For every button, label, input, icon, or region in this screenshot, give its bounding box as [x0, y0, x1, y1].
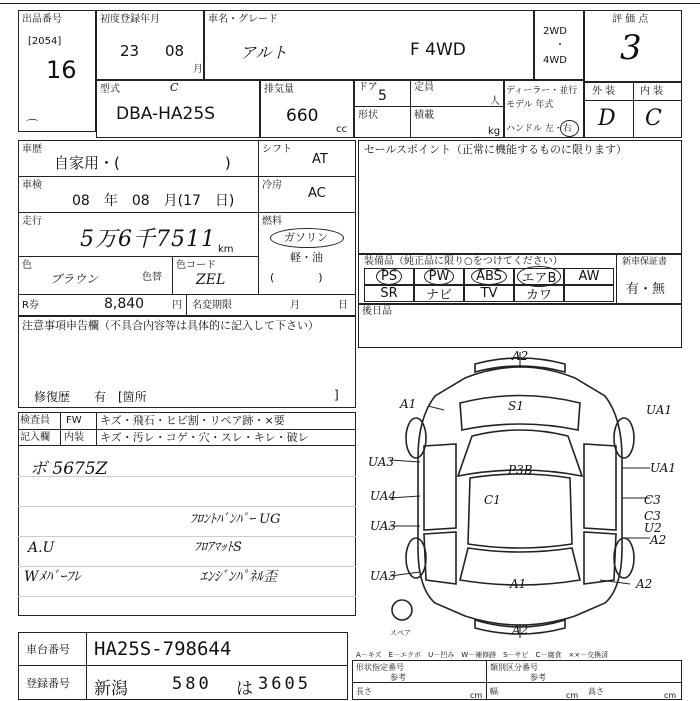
shape-ref-sub: 参考	[390, 673, 406, 682]
plate-label: 登録番号	[26, 677, 70, 690]
ref-vline	[486, 660, 487, 700]
score-label: 評 価 点	[612, 14, 649, 25]
ac-label: 冷房	[262, 180, 282, 191]
door-divider	[354, 106, 504, 107]
damage-mark: UA3	[368, 455, 395, 469]
height-label: 高さ	[588, 687, 604, 696]
model-year-label: モデル 年式	[506, 100, 554, 110]
history-label: 車歴	[22, 144, 42, 155]
equipment-item: ナビ	[414, 285, 464, 302]
color-vline	[172, 256, 173, 294]
fuel-label: 燃料	[262, 216, 282, 227]
cc-unit: cc	[336, 124, 347, 135]
history-line-5	[258, 212, 356, 213]
wheel-front-right	[614, 418, 634, 458]
history-line-1	[18, 176, 356, 177]
plate-number: 3605	[258, 674, 311, 694]
reg-year: 23	[120, 42, 140, 60]
interior-note-label: 内装	[64, 432, 84, 443]
damage-mark: A2	[512, 349, 529, 363]
first-reg-label: 初度登録年月	[100, 14, 160, 25]
length-label: 長さ	[356, 687, 372, 696]
damage-mark: C3	[644, 493, 661, 507]
plate-kana: は	[236, 679, 253, 699]
note-line-5: Wﾒﾊﾞｰﾌﾚ	[24, 569, 81, 585]
warranty-label: 新車保証書	[622, 257, 668, 267]
fw-label: FW	[66, 415, 82, 426]
month-label: 月	[290, 300, 300, 311]
equipment-item: PS	[364, 268, 414, 285]
yen-unit: 円	[172, 300, 182, 311]
damage-mark: A1	[400, 397, 417, 411]
equipment-item: エアB	[514, 268, 564, 285]
handwriting-rule-2	[18, 506, 356, 507]
mark-line-3	[390, 460, 420, 462]
caution-label: 注意事項申告欄（不具合内容等は具体的に記入して下さい）	[22, 319, 319, 332]
fuel-paren: ( )	[270, 271, 323, 284]
damage-mark: UA3	[370, 519, 397, 533]
model-mark: C	[170, 81, 179, 94]
damage-mark: P3B	[508, 463, 533, 477]
car-name-label: 車名・グレード	[208, 14, 278, 25]
rear-box	[358, 304, 682, 348]
day-label: 日	[338, 300, 348, 311]
equipment-label: 装備品（純正品に限り○をつけてください）	[364, 256, 563, 267]
inspector-vline-1	[60, 412, 61, 446]
inspector-hline	[18, 429, 356, 430]
plate-region: 新潟	[94, 679, 128, 699]
lot-sub: [2054]	[28, 36, 62, 47]
left-front-door	[424, 444, 456, 530]
kg-unit: kg	[488, 126, 501, 137]
color-code: ZEL	[196, 272, 226, 288]
fuel-diesel: 軽・油	[290, 251, 323, 264]
left-rear-door	[424, 532, 456, 584]
equipment-item: ABS	[464, 268, 514, 285]
dealer-label: ディーラー・並行	[506, 86, 578, 96]
displacement-label: 排気量	[264, 84, 294, 95]
mark-line-2	[428, 406, 444, 410]
lot-scribble: ⌒	[24, 118, 37, 132]
exterior-label: 外 装	[592, 86, 616, 97]
top-strip	[0, 0, 700, 4]
rear-label: 後日品	[362, 306, 392, 317]
name-change-label: 名変期限	[192, 300, 232, 311]
door-label: ドア	[358, 82, 378, 93]
width-label: 幅	[490, 687, 498, 696]
interior-label: 内 装	[640, 86, 664, 97]
inspection: 08 年 08 月(17 日)	[72, 193, 235, 209]
inspection-label: 車検	[22, 180, 42, 191]
score: 3	[620, 28, 642, 68]
lot-number: 16	[46, 56, 77, 84]
drive-dot: ・	[555, 40, 565, 51]
capacity-label: 定員	[414, 82, 434, 93]
equipment-item: AW	[564, 268, 614, 285]
car-damage-diagram	[360, 348, 682, 640]
ext-int-divider	[633, 82, 634, 138]
plate-vline	[86, 666, 87, 700]
spare-label: スペア	[390, 629, 411, 637]
drive-2wd: 2WD	[543, 26, 567, 37]
person-unit: 人	[490, 96, 500, 107]
interior-grade: C	[645, 106, 662, 131]
sales-point-box	[358, 140, 682, 254]
drive-4wd: 4WD	[543, 55, 567, 66]
plate-class: 580	[172, 674, 212, 694]
recycle-vline	[186, 294, 187, 316]
history-vline	[258, 140, 259, 294]
color-change-label: 色替	[142, 272, 162, 283]
equipment-item: TV	[464, 285, 514, 302]
chassis-number: HA25S-798644	[94, 638, 232, 660]
repair-label: 修復歴 有 [箇所	[34, 390, 147, 404]
handwriting-rule-5	[18, 596, 356, 597]
spare-tire	[392, 600, 412, 620]
damage-mark: UA1	[650, 461, 677, 475]
damage-mark: UA4	[370, 489, 397, 503]
class-ref-label: 類別区分番号	[490, 663, 538, 672]
handle-label: ハンドル 左・右	[506, 124, 572, 134]
damage-mark: A2	[512, 623, 529, 637]
length-unit: cm	[470, 691, 483, 700]
shift: AT	[312, 152, 328, 167]
damage-mark: S1	[508, 399, 524, 413]
fw-text: キズ・飛石・ヒビ割・リペア跡・×要	[100, 414, 285, 427]
equipment-item: カワ	[514, 285, 564, 302]
repair-end: ]	[334, 388, 339, 402]
wheel-rear-right	[614, 538, 634, 578]
note-line-2: ﾌﾛﾝﾄﾊﾞﾝﾊﾟｰ UG	[190, 512, 281, 527]
damage-mark: U2	[644, 521, 662, 535]
roof-panel	[468, 474, 572, 548]
equipment-item: SR	[364, 285, 414, 302]
note-line-1: ボ 5675Z	[30, 459, 108, 479]
ac: AC	[308, 186, 326, 201]
sales-point-label: セールスポイント（正常に機能するものに限ります）	[364, 143, 628, 156]
chassis-vline	[86, 632, 87, 666]
equipment-item	[564, 285, 614, 302]
height-unit: cm	[664, 691, 677, 700]
shape-ref-label: 形状指定番号	[356, 663, 404, 672]
class-ref-sub: 参考	[530, 673, 546, 682]
equipment-item: PW	[414, 268, 464, 285]
reg-month: 08	[165, 42, 185, 60]
damage-mark: A1	[510, 577, 527, 591]
model-label: 型式	[100, 84, 120, 95]
damage-mark: UA3	[370, 569, 397, 583]
doors: 5	[378, 88, 387, 104]
load-label: 積載	[414, 110, 434, 121]
damage-marks	[368, 349, 676, 637]
door-vdivider	[410, 80, 411, 138]
warranty-value: 有・無	[626, 282, 666, 297]
usage: 自家用・( )	[54, 154, 231, 172]
handwriting-rule-3	[18, 536, 356, 537]
right-front-door	[584, 444, 616, 530]
color-code-label: 色コード	[176, 260, 216, 271]
wheel-front-left	[406, 418, 426, 458]
damage-mark: UA1	[646, 403, 673, 417]
width-unit: cm	[566, 691, 579, 700]
note-line-4: A.U	[28, 540, 55, 556]
damage-mark: A2	[650, 533, 667, 547]
recycle-label: R券	[22, 300, 39, 311]
displacement: 660	[286, 106, 319, 126]
chassis-label: 車台番号	[26, 643, 70, 656]
inspector-label: 検査員	[20, 415, 50, 426]
grade: F 4WD	[410, 40, 466, 60]
lot-label: 出品番号	[22, 14, 62, 25]
exterior-grade: D	[598, 106, 616, 131]
recycle-amount: 8,840	[104, 296, 145, 312]
car-name: アルト	[240, 43, 288, 62]
diagram-legend: A－キズ E－エクボ U－凹み W－補修跡 S－サビ C－腐食 ××－交換済	[356, 651, 609, 659]
history-line-4	[18, 294, 356, 295]
shape-label: 形状	[358, 110, 378, 121]
note-line-6: ｴﾝｼﾞﾝﾊﾟﾈﾙ歪	[200, 569, 277, 585]
entry-label: 記入欄	[20, 432, 50, 443]
model-code: DBA-HA25S	[116, 104, 215, 124]
fuel-gasoline: ガソリン	[284, 231, 328, 244]
damage-mark: C3	[644, 509, 661, 523]
shift-label: シフト	[262, 144, 292, 155]
ext-int-hdivider	[584, 100, 682, 101]
km-unit: km	[218, 244, 234, 255]
warranty-divider	[616, 254, 617, 304]
mileage-label: 走行	[22, 216, 42, 227]
history-line-2	[18, 212, 258, 213]
handle-right-circle	[560, 120, 579, 137]
mileage: 5万6千7511	[80, 227, 216, 252]
damage-mark: A2	[636, 577, 653, 591]
history-line-3	[18, 256, 258, 257]
damage-mark: C1	[484, 493, 501, 507]
interior-text: キズ・汚レ・コゲ・穴・スレ・キレ・破レ	[100, 431, 309, 444]
color: ブラウン	[50, 272, 99, 286]
right-rear-door	[584, 532, 616, 584]
month-unit: 月	[193, 64, 203, 75]
note-line-3: ﾌﾛｱﾏｯﾄS	[194, 540, 242, 555]
inspector-vline-2	[96, 412, 97, 446]
color-label: 色	[22, 260, 32, 271]
